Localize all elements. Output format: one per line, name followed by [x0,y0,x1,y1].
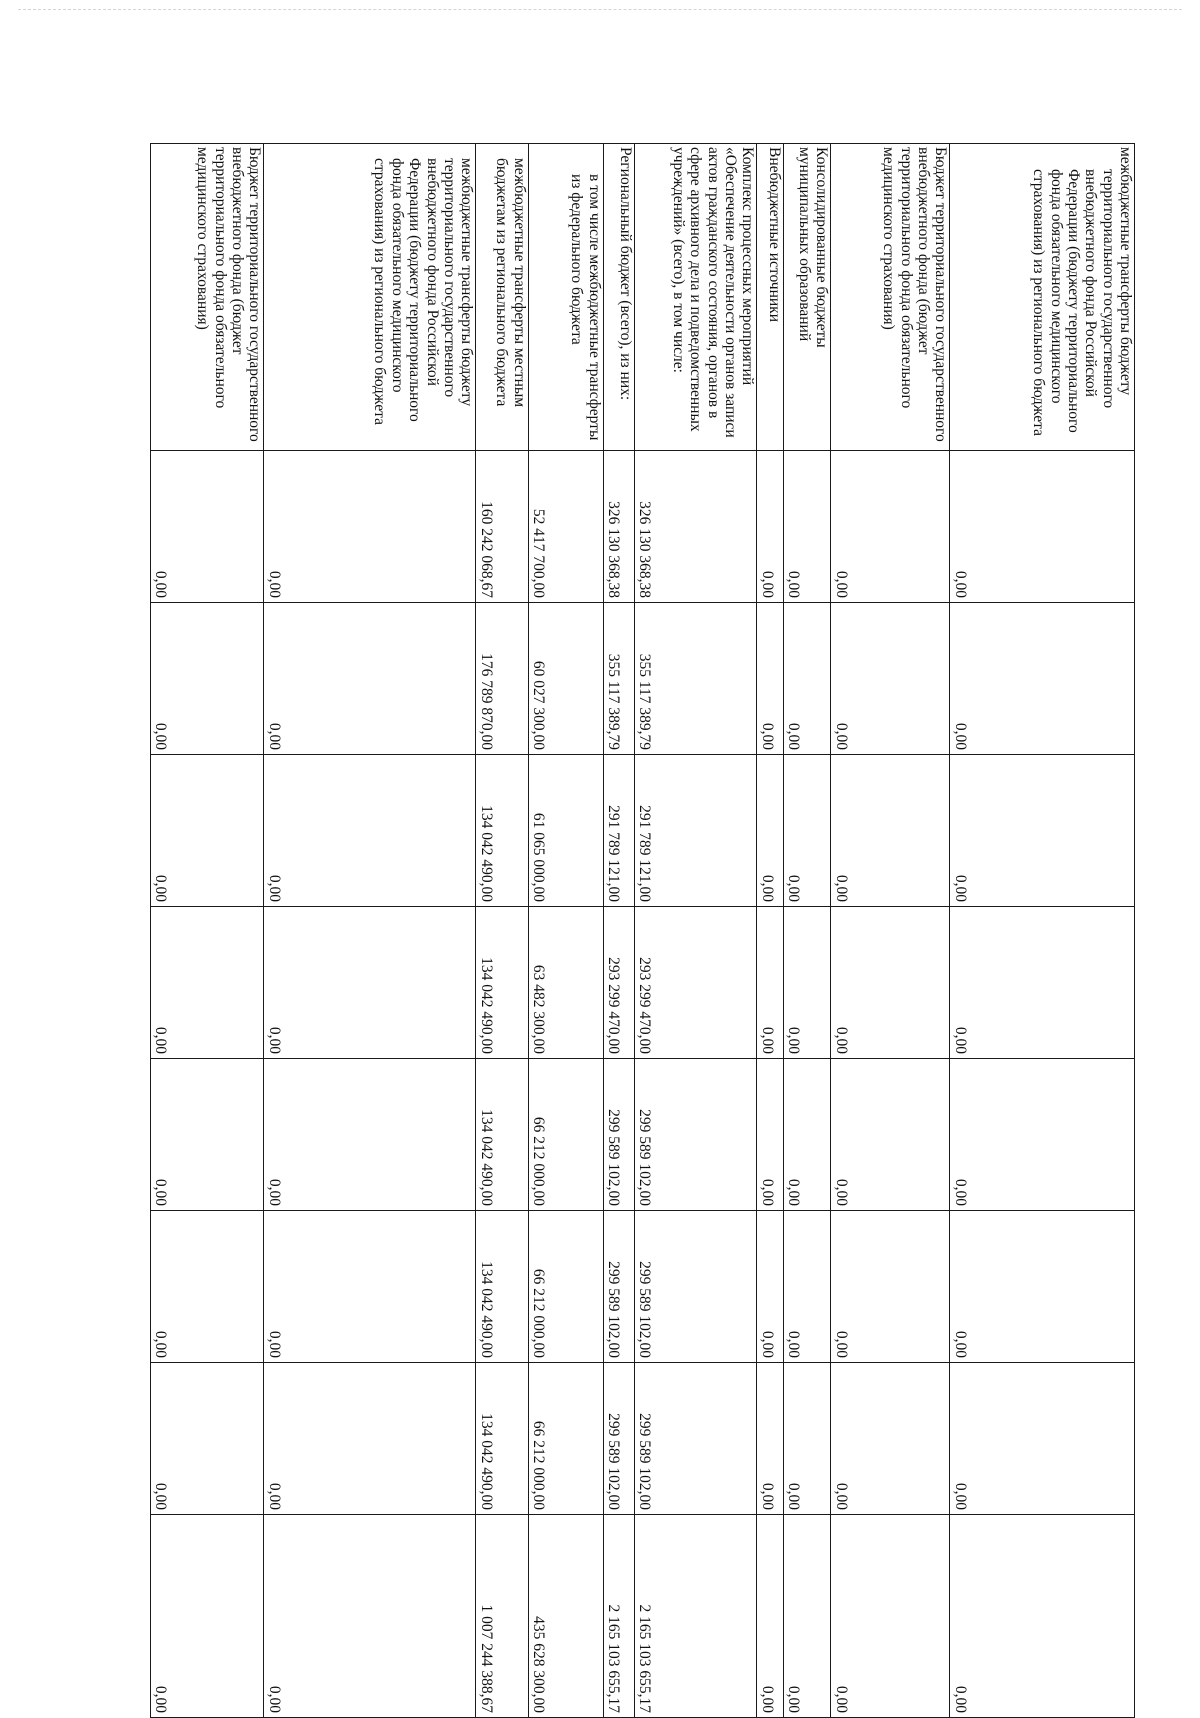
value-cell: 0,00 [757,1363,783,1515]
value-cell: 0,00 [831,1059,950,1211]
value-cell: 0,00 [151,451,264,603]
row-label: Региональный бюджет (всего), из них: [603,144,634,451]
row-label [950,144,1135,451]
value-cell: 355 117 389,79 [603,603,634,755]
value-cell: 0,00 [151,603,264,755]
value-cell: 0,00 [831,1515,950,1718]
value-cell: 0,00 [151,1363,264,1515]
value-cell: 134 042 490,00 [476,755,528,907]
table-row [950,144,1135,1718]
value-cell: 1 007 244 388,67 [476,1515,528,1718]
table-row [264,144,476,1718]
value-cell: 293 299 470,00 [603,907,634,1059]
value-cell: 66 212 000,00 [528,1211,603,1363]
value-cell: 0,00 [950,1059,1135,1211]
value-cell: 0,00 [264,1059,476,1211]
value-cell: 0,00 [151,1211,264,1363]
value-cell: 61 065 000,00 [528,755,603,907]
value-cell: 0,00 [831,1363,950,1515]
value-cell: 299 589 102,00 [603,1211,634,1363]
value-cell: 0,00 [783,1515,831,1718]
value-cell: 0,00 [783,603,831,755]
value-cell: 0,00 [151,907,264,1059]
value-cell: 0,00 [950,1363,1135,1515]
value-cell: 0,00 [831,907,950,1059]
value-cell: 60 027 300,00 [528,603,603,755]
value-cell: 0,00 [264,1363,476,1515]
table-row [634,144,757,1718]
value-cell: 160 242 068,67 [476,451,528,603]
value-cell: 0,00 [757,451,783,603]
value-cell: 134 042 490,00 [476,907,528,1059]
value-cell: 66 212 000,00 [528,1059,603,1211]
value-cell: 291 789 121,00 [603,755,634,907]
value-cell: 293 299 470,00 [634,907,757,1059]
value-cell: 0,00 [757,1211,783,1363]
value-cell: 0,00 [831,1211,950,1363]
value-cell: 0,00 [264,1211,476,1363]
value-cell: 0,00 [264,451,476,603]
value-cell: 176 789 870,00 [476,603,528,755]
value-cell: 326 130 368,38 [634,451,757,603]
rotated-table-wrapper [150,143,1135,1717]
row-label: Внебюджетные источники [757,144,783,451]
value-cell: 0,00 [151,1059,264,1211]
value-cell: 299 589 102,00 [634,1211,757,1363]
scan-top-edge [18,9,1182,10]
row-label: Бюджет территориального государственного внебюджетного фонда (бюджет территориального фонда обязательного медицинского страхования) [831,144,950,451]
value-cell: 0,00 [831,451,950,603]
value-cell: 299 589 102,00 [603,1363,634,1515]
value-cell: 0,00 [783,1211,831,1363]
value-cell: 52 417 700,00 [528,451,603,603]
table-row [151,144,264,1718]
value-cell: 0,00 [264,1515,476,1718]
value-cell: 0,00 [757,603,783,755]
value-cell: 0,00 [950,451,1135,603]
table-row [528,144,603,1718]
row-label: Бюджет территориального государственного внебюджетного фонда (бюджет территориального фонда обязательного медицинского страхования) [151,144,264,451]
value-cell: 0,00 [950,755,1135,907]
value-cell: 2 165 103 655,17 [603,1515,634,1718]
value-cell: 299 589 102,00 [634,1363,757,1515]
value-cell: 0,00 [151,1515,264,1718]
row-label: межбюджетные трансферты бюджету территориального государственного внебюджетного фонда Российской Федерации (бюджету территориального фонда обязательного медицинского страхования) из регионального бюджета [264,144,476,451]
value-cell: 0,00 [151,755,264,907]
table-row [783,144,831,1718]
value-cell: 0,00 [783,755,831,907]
table-row [603,144,634,1718]
value-cell: 0,00 [783,451,831,603]
value-cell: 134 042 490,00 [476,1211,528,1363]
value-cell: 0,00 [783,907,831,1059]
value-cell: 291 789 121,00 [634,755,757,907]
value-cell: 2 165 103 655,17 [634,1515,757,1718]
value-cell: 0,00 [950,603,1135,755]
value-cell: 326 130 368,38 [603,451,634,603]
value-cell: 0,00 [783,1059,831,1211]
value-cell: 0,00 [757,755,783,907]
value-cell: 0,00 [950,1515,1135,1718]
row-label-continuation: территориального государственного внебюджетного фонда Российской Федерации (бюджету территориального фонда обязательного медицинского страхования) из регионального бюджета [1030,169,1117,437]
table-row [757,144,783,1718]
value-cell: 299 589 102,00 [634,1059,757,1211]
value-cell: 435 628 300,00 [528,1515,603,1718]
row-label-first-line: межбюджетные трансферты бюджету [1117,147,1134,396]
table-row [476,144,528,1718]
value-cell: 66 212 000,00 [528,1363,603,1515]
budget-table [150,143,1135,1718]
row-label: в том числе межбюджетные трансферты из федерального бюджета [528,144,603,451]
value-cell: 0,00 [757,1515,783,1718]
value-cell: 0,00 [831,755,950,907]
value-cell: 299 589 102,00 [603,1059,634,1211]
value-cell: 0,00 [264,755,476,907]
value-cell: 0,00 [757,907,783,1059]
table-row [831,144,950,1718]
row-label: Комплекс процессных мероприятий «Обеспечение деятельности органов записи актов гражданского состояния, органов в сфере архивного дела и подведомственных учреждений» (всего), в том числе: [634,144,757,451]
value-cell: 0,00 [783,1363,831,1515]
value-cell: 355 117 389,79 [634,603,757,755]
value-cell: 0,00 [950,907,1135,1059]
value-cell: 0,00 [757,1059,783,1211]
value-cell: 134 042 490,00 [476,1363,528,1515]
value-cell: 0,00 [264,603,476,755]
value-cell: 0,00 [264,907,476,1059]
value-cell: 0,00 [950,1211,1135,1363]
row-label: Консолидированные бюджеты муниципальных образований [783,144,831,451]
value-cell: 63 482 300,00 [528,907,603,1059]
value-cell: 134 042 490,00 [476,1059,528,1211]
row-label: межбюджетные трансферты местным бюджетам из регионального бюджета [476,144,528,451]
value-cell: 0,00 [831,603,950,755]
